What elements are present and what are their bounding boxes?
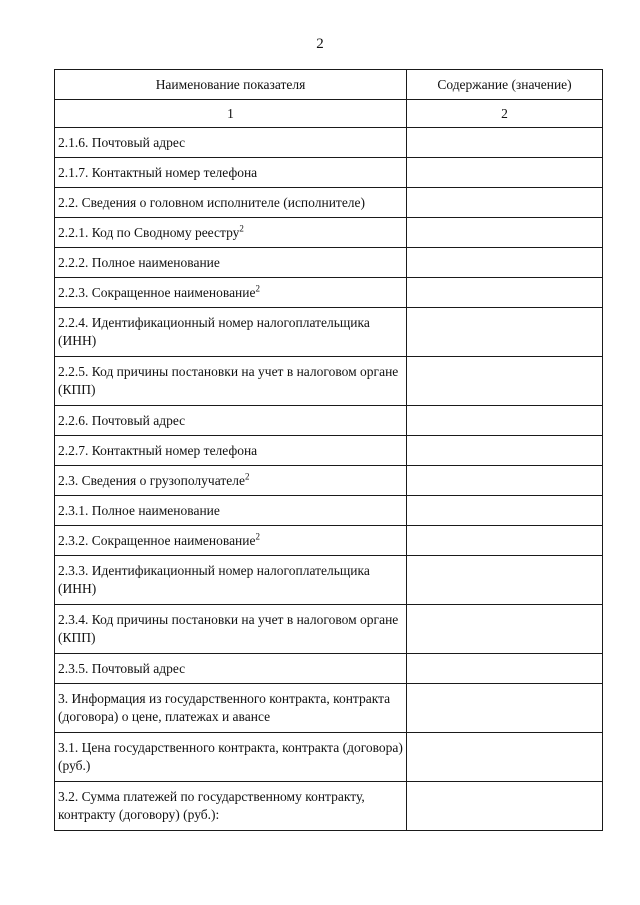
value-cell[interactable] [407, 357, 603, 406]
table-row [55, 684, 603, 733]
page-number: 2 [316, 36, 324, 52]
indicator-label-cell [55, 158, 407, 188]
table-row [55, 308, 603, 357]
indicator-label: 2.3.4. Код причины постановки на учет в налоговом органе (КПП) [58, 612, 399, 645]
value-cell[interactable] [407, 188, 603, 218]
indicator-label: 2.2.5. Код причины постановки на учет в налоговом органе (КПП) [58, 364, 399, 397]
indicator-label: 2.2.3. Сокращенное наименование [58, 284, 256, 300]
indicator-label: 2.2.7. Контактный номер телефона [58, 442, 258, 458]
value-cell[interactable] [407, 782, 603, 831]
footnote-mark: 2 [244, 471, 250, 481]
indicator-label-cell [55, 782, 407, 831]
table-row [55, 526, 603, 556]
indicator-label: 2.3.5. Почтовый адрес [58, 660, 186, 676]
table-row [55, 556, 603, 605]
indicator-label-cell [55, 218, 407, 248]
footnote-mark: 2 [255, 531, 261, 541]
indicator-label-cell [55, 308, 407, 357]
value-cell[interactable] [407, 496, 603, 526]
value-cell[interactable] [407, 466, 603, 496]
indicator-label: 2.1.7. Контактный номер телефона [58, 164, 258, 180]
indicator-label-cell [55, 496, 407, 526]
header-content-value: Содержание (значение) [407, 70, 603, 100]
indicator-label: 2.2.6. Почтовый адрес [58, 412, 186, 428]
indicator-label-cell [55, 128, 407, 158]
column-number-2: 2 [407, 100, 603, 128]
indicator-label-cell [55, 406, 407, 436]
value-cell[interactable] [407, 128, 603, 158]
indicator-label: 3. Информация из государственного контракта, контракта (договора) о цене, платежах и авансе [58, 691, 391, 724]
indicator-label: 3.1. Цена государственного контракта, контракта (договора) (руб.) [58, 740, 403, 773]
table-row [55, 733, 603, 782]
indicator-label: 2.2.1. Код по Сводному реестру [58, 224, 240, 240]
table-row [55, 218, 603, 248]
indicator-label-cell [55, 556, 407, 605]
value-cell[interactable] [407, 733, 603, 782]
value-cell[interactable] [407, 526, 603, 556]
indicator-table [54, 69, 603, 831]
table-row [55, 128, 603, 158]
value-cell[interactable] [407, 248, 603, 278]
footnote-mark: 2 [239, 223, 244, 233]
value-cell[interactable] [407, 654, 603, 684]
indicator-label-cell [55, 733, 407, 782]
indicator-label-cell [55, 436, 407, 466]
table-row [55, 406, 603, 436]
indicator-label: 2.3.1. Полное наименование [58, 502, 220, 518]
value-cell[interactable] [407, 436, 603, 466]
indicator-label-cell [55, 466, 407, 496]
indicator-label-cell [55, 188, 407, 218]
table-row [55, 188, 603, 218]
value-cell[interactable] [407, 556, 603, 605]
table-row [55, 782, 603, 831]
indicator-label: 2.2. Сведения о головном исполнителе (исполнителе) [58, 194, 366, 210]
indicator-label-cell [55, 278, 407, 308]
indicator-label-cell [55, 654, 407, 684]
indicator-label: 2.1.6. Почтовый адрес [58, 134, 186, 150]
indicator-label-cell [55, 357, 407, 406]
value-cell[interactable] [407, 278, 603, 308]
indicator-label-cell [55, 526, 407, 556]
value-cell[interactable] [407, 684, 603, 733]
table-row [55, 654, 603, 684]
column-number-1: 1 [55, 100, 407, 128]
indicator-label: 2.3.2. Сокращенное наименование [58, 532, 256, 548]
indicator-label: 2.3.3. Идентификационный номер налогоплательщика (ИНН) [58, 563, 370, 596]
indicator-label-cell [55, 605, 407, 654]
indicator-label: 2.3. Сведения о грузополучателе [58, 472, 245, 488]
table-row [55, 496, 603, 526]
header-indicator-name: Наименование показателя [55, 70, 407, 100]
table-row [55, 436, 603, 466]
value-cell[interactable] [407, 218, 603, 248]
value-cell[interactable] [407, 158, 603, 188]
value-cell[interactable] [407, 308, 603, 357]
table-header [55, 70, 603, 128]
table-row [55, 278, 603, 308]
indicator-label-cell [55, 248, 407, 278]
table-row [55, 466, 603, 496]
table-row [55, 605, 603, 654]
indicator-label: 3.2. Сумма платежей по государственному контракту, контракту (договору) (руб.): [58, 789, 365, 822]
table-body [55, 128, 603, 831]
table-row [55, 248, 603, 278]
table-row [55, 158, 603, 188]
footnote-mark: 2 [255, 283, 261, 293]
indicator-label-cell [55, 684, 407, 733]
indicator-label: 2.2.4. Идентификационный номер налогоплательщика (ИНН) [58, 315, 370, 348]
table-row [55, 357, 603, 406]
value-cell[interactable] [407, 406, 603, 436]
indicator-label: 2.2.2. Полное наименование [58, 254, 220, 270]
value-cell[interactable] [407, 605, 603, 654]
